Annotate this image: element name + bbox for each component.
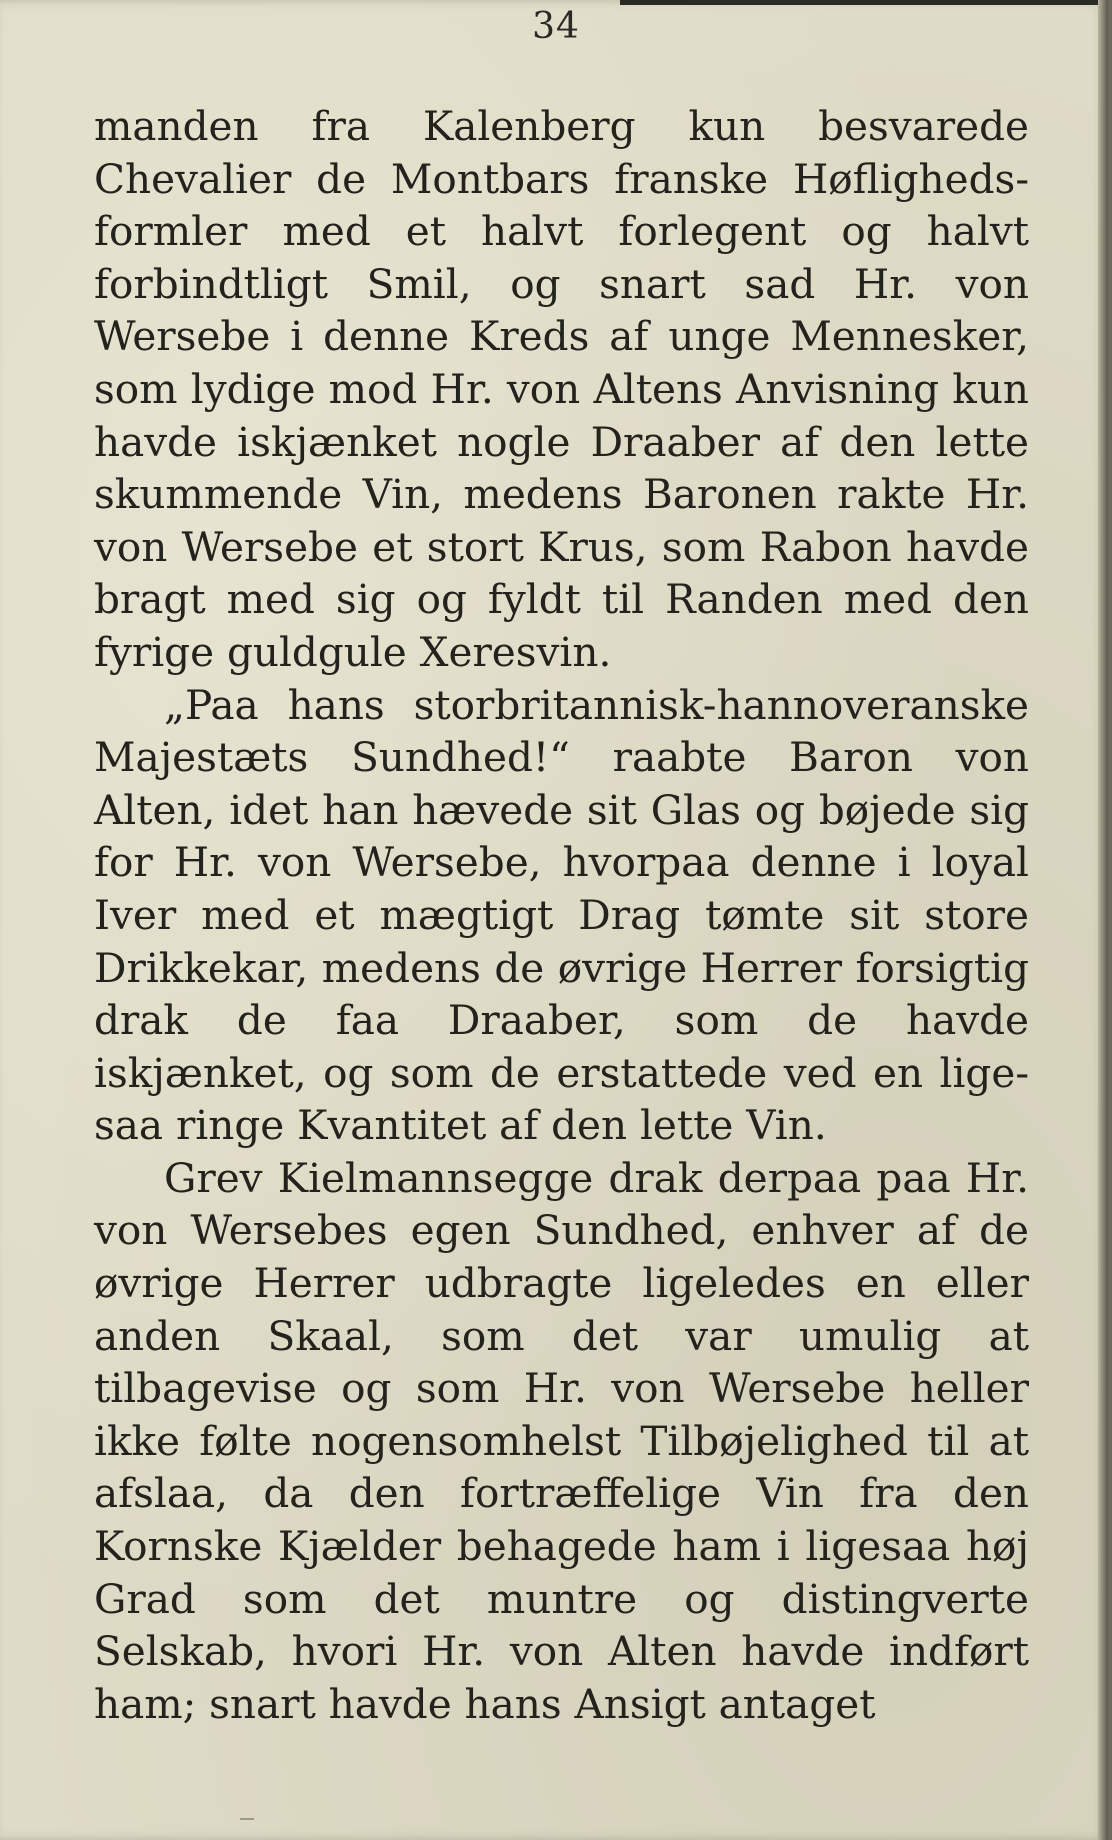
paragraph-2: „Paa hans storbritannisk-hannoveranske Majestæts Sundhed!“ raabte Baron von Alten, idet han hævede sit Glas og bøjede sig for Hr. von Wersebe, hvorpaa denne i loyal Iver med et mægtigt Drag tømte sit store Drikkekar, medens de øvrige Herrer forsigtig drak de faa Draaber, som de havde iskjænket, og som de erstattede ved en ligesaa ringe Kvantitet af den lette Vin. <box>94 680 1029 1150</box>
page-number: 34 <box>532 6 580 47</box>
paragraph-3: Grev Kielmannsegge drak derpaa paa Hr. von Wersebes egen Sundhed, enhver af de øvrige Herrer udbragte ligeledes en eller anden Skaal, som det var umulig at tilbagevise og som Hr. von Wersebe heller ikke følte nogensomhelst Tilbøjelighed til at afslaa, da den fortræffelige Vin fra den Kornske Kjælder behagede ham i ligesaa høj Grad som det muntre og distingverte Selskab, hvori Hr. von Alten havde indført ham; snart havde hans Ansigt antaget <box>94 1153 1029 1728</box>
page-edge-shadow <box>1098 0 1108 1840</box>
footer-dash <box>240 1818 254 1820</box>
top-rule <box>620 0 1108 5</box>
paragraph-1: manden fra Kalenberg kun besvarede Chevalier de Montbars franske Høflighedsformler med et halvt forlegent og halvt forbindtligt Smil, og snart sad Hr. von Wersebe i denne Kreds af unge Mennesker, som lydige mod Hr. von Altens Anvisning kun havde iskjænket nogle Draaber af den lette skummende Vin, medens Baronen rakte Hr. von Wersebe et stort Krus, som Rabon havde bragt med sig og fyldt til Randen med den fyrige guldgule Xeresvin. <box>94 102 1029 676</box>
body-text <box>94 100 1029 1730</box>
